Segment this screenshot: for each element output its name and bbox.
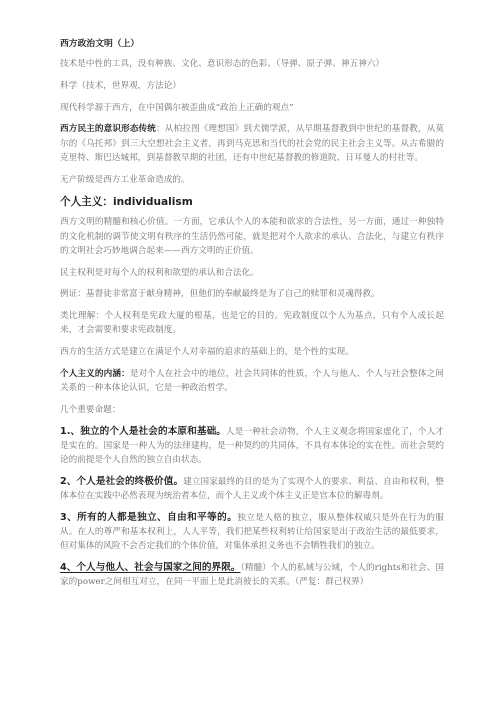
paragraph-modern-science: 现代科学源于西方，在中国偶尔被歪曲成“政治上正确的观点” <box>60 102 294 113</box>
connotation-heading: 个人主义的内涵： <box>60 368 130 379</box>
proposition-3-text: 独立是人格的独立，服从整体权威只是外在行为的服从。在人的尊严和基本权利上，人人平等，我们把某些权利转让给国家是出于政治生活的最低要求，但对集体的风险不会否定我们的个体价值，对集体承担义务也不会牺牲我们的独立。 <box>60 512 444 552</box>
paragraph-science: 科学（技术，世界观，方法论） <box>60 80 182 91</box>
proposition-3 <box>60 511 444 554</box>
proposition-4-text: （精髓）个人的私域与公域，个人的rights和社会、国家的power之间相互对立，在同一平面上是此消彼长的关系。（严复：群己权界） <box>60 563 445 588</box>
individualism-heading: 个人主义：individualism <box>60 196 193 209</box>
proposition-2 <box>60 475 444 503</box>
proposition-1-heading: 1.、独立的个人是社会的本原和基础。 <box>60 425 227 437</box>
paragraph-example: 例证：基督徒非常富于献身精神，但他们的奉献最终是为了自己的赎罪和灵魂得救。 <box>60 289 380 300</box>
proposition-1-text: 人是一种社会动物，个人主义观念将国家虚化了，个人才是实在的。国家是一种人为的法律建构，是一种契约的共同体，不具有本体论的实在性。而社会契约论的前提是个人自然的独立自由状态。 <box>60 426 444 466</box>
paragraph-proletariat: 无产阶级是西方工业革命造成的。 <box>60 174 190 185</box>
paragraph-democratic-rights: 民主权利是对每个人的权利和欲望的承认和合法化。 <box>60 267 259 278</box>
paragraph-way-of-life: 西方的生活方式是建立在满足个人对幸福的追求的基础上的，是个性的实现。 <box>60 347 354 358</box>
proposition-3-heading: 3、所有的人都是独立、自由和平等的。 <box>60 511 238 523</box>
document-page <box>60 36 444 597</box>
democracy-tradition-heading: 西方民主的意识形态传统 <box>60 124 157 135</box>
connotation-text: 是对个人在社会中的地位，社会共同体的性质，个人与他人、个人与社会整体之间关系的一种本体论认识，它是一种政治哲学。 <box>60 368 444 394</box>
proposition-4-heading: 4、个人与他人、社会与国家之间的界限。 <box>60 562 241 574</box>
proposition-4 <box>60 561 444 589</box>
paragraph-technology: 技术是中性的工具，没有种族、文化、意识形态的色彩。（导弹、原子弹、神五神六） <box>60 59 385 69</box>
paragraph-propositions-intro: 几个重要命题： <box>60 404 121 415</box>
proposition-2-text: 建立国家最终的目的是为了实现个人的要求、利益、自由和权利，整体本位在实践中必然表现为统治者本位，而个人主义或个体主义正是官本位的解毒剂。 <box>60 476 444 502</box>
paragraph-core-value: 西方文明的精髓和核心价值。一方面，它承认个人的本能和欲求的合法性，另一方面，通过一种独特的文化机制的调节使文明有秩序的生活仍然可能，就是把对个人欲求的承认、合法化，与建立有秩序的文明社会巧妙地调合起来——西方文明的正价值。 <box>60 217 444 256</box>
democracy-tradition-text: ：从柏拉图《理想国》到犬儒学派，从早期基督教到中世纪的基督教，从莫尔的《乌托邦》到三大空想社会主义者，再到马克思和当代的社会党的民主社会主义等。从古希腊的克里特、斯巴达城邦，到基督教早期的社团，还有中世纪基督教的修道院、日耳曼人的村社等。 <box>60 124 444 163</box>
paragraph-connotation <box>60 367 444 395</box>
paragraph-analogy: 类比理解：个人权利是宪政大厦的根基，也是它的目的。宪政制度以个人为基点，只有个人成长起来，才会需要和要求宪政制度。 <box>60 311 444 336</box>
proposition-1 <box>60 425 444 468</box>
paragraph-democracy-tradition <box>60 122 444 165</box>
document-title: 西方政治文明（上） <box>60 39 140 49</box>
proposition-2-heading: 2、个人是社会的终极价值。 <box>60 475 184 487</box>
